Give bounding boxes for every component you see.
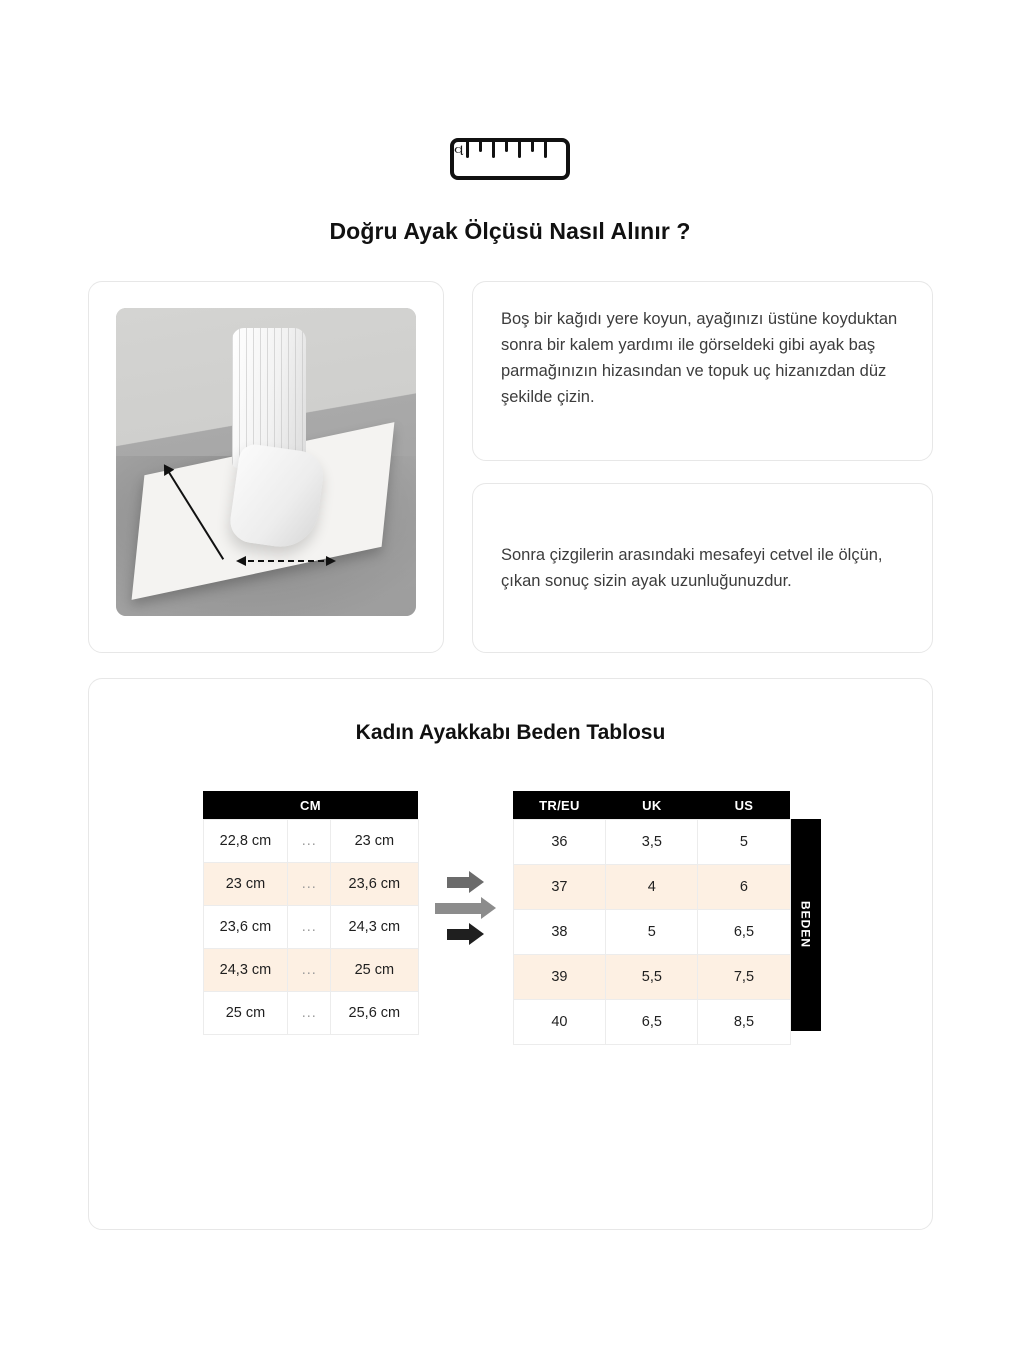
step-2-card: [472, 483, 933, 653]
table-row: [203, 992, 418, 1035]
cm-low: 25 cm: [203, 992, 288, 1035]
tables-wrap: [89, 791, 934, 1045]
size-tr-eu: 38: [513, 910, 606, 955]
conversion-arrows: [419, 791, 513, 941]
cm-table-header-row: [203, 791, 418, 820]
cm-dots: ...: [288, 949, 331, 992]
instructions-row: [88, 281, 933, 653]
size-us: 6: [698, 865, 790, 910]
foot-measure-photo: [116, 308, 416, 616]
cm-low: 22,8 cm: [203, 820, 288, 863]
size-uk: 3,5: [606, 820, 698, 865]
cm-low: 23,6 cm: [203, 906, 288, 949]
cm-header: CM: [203, 791, 418, 820]
table-row: [513, 910, 790, 955]
cm-low: 23 cm: [203, 863, 288, 906]
table-row: [513, 820, 790, 865]
length-measure-arrow-icon: [238, 560, 334, 562]
size-table-header-row: [513, 791, 790, 820]
cm-high: 23 cm: [331, 820, 418, 863]
size-table-title: Kadın Ayakkabı Beden Tablosu: [355, 721, 666, 744]
beden-side-label: [791, 819, 821, 1031]
table-row: [203, 863, 418, 906]
step-2-text: Sonra çizgilerin arasındaki mesafeyi cetvel ile ölçün, çıkan sonuç sizin ayak uzunluğunuzdur.: [501, 545, 883, 590]
cm-dots: ...: [288, 992, 331, 1035]
arrow-icon: [435, 901, 496, 915]
table-row: [513, 1000, 790, 1045]
table-row: [203, 906, 418, 949]
cm-dots: ...: [288, 863, 331, 906]
table-row: [203, 820, 418, 863]
size-header-us: US: [698, 791, 790, 820]
cm-high: 25 cm: [331, 949, 418, 992]
size-uk: 6,5: [606, 1000, 698, 1045]
size-tr-eu: 40: [513, 1000, 606, 1045]
size-us: 7,5: [698, 955, 790, 1000]
size-us: 6,5: [698, 910, 790, 955]
table-row: [513, 865, 790, 910]
arrow-icon: [447, 875, 484, 889]
size-table-card: [88, 678, 933, 1230]
table-row: [203, 949, 418, 992]
ruler-icon-wrap: [0, 138, 1020, 180]
size-conversion-table: [513, 791, 791, 1045]
table-row: [513, 955, 790, 1000]
beden-side-label-text: BEDEN: [798, 901, 813, 949]
step-1-card: [472, 281, 933, 461]
cm-low: 24,3 cm: [203, 949, 288, 992]
cm-dots: ...: [288, 906, 331, 949]
page-title: Doğru Ayak Ölçüsü Nasıl Alınır ?: [329, 218, 691, 244]
size-us: 5: [698, 820, 790, 865]
size-header-tr-eu: TR/EU: [513, 791, 606, 820]
foot-measure-photo-card: [88, 281, 444, 653]
step-1-text: Boş bir kağıdı yere koyun, ayağınızı üstüne koyduktan sonra bir kalem yardımı ile görseldeki gibi ayak baş parmağınızın hizasından ve topuk uç hizanızdan düz şekilde çizin.: [501, 310, 898, 407]
size-tr-eu: 39: [513, 955, 606, 1000]
cm-table: [203, 791, 419, 1035]
cm-dots: ...: [288, 820, 331, 863]
arrow-icon: [447, 927, 484, 941]
ruler-icon: વ: [450, 138, 570, 180]
size-uk: 4: [606, 865, 698, 910]
size-uk: 5,5: [606, 955, 698, 1000]
size-tr-eu: 37: [513, 865, 606, 910]
size-header-uk: UK: [606, 791, 698, 820]
size-us: 8,5: [698, 1000, 790, 1045]
size-uk: 5: [606, 910, 698, 955]
cm-high: 24,3 cm: [331, 906, 418, 949]
cm-high: 25,6 cm: [331, 992, 418, 1035]
size-tr-eu: 36: [513, 820, 606, 865]
steps-column: [472, 281, 933, 653]
cm-high: 23,6 cm: [331, 863, 418, 906]
